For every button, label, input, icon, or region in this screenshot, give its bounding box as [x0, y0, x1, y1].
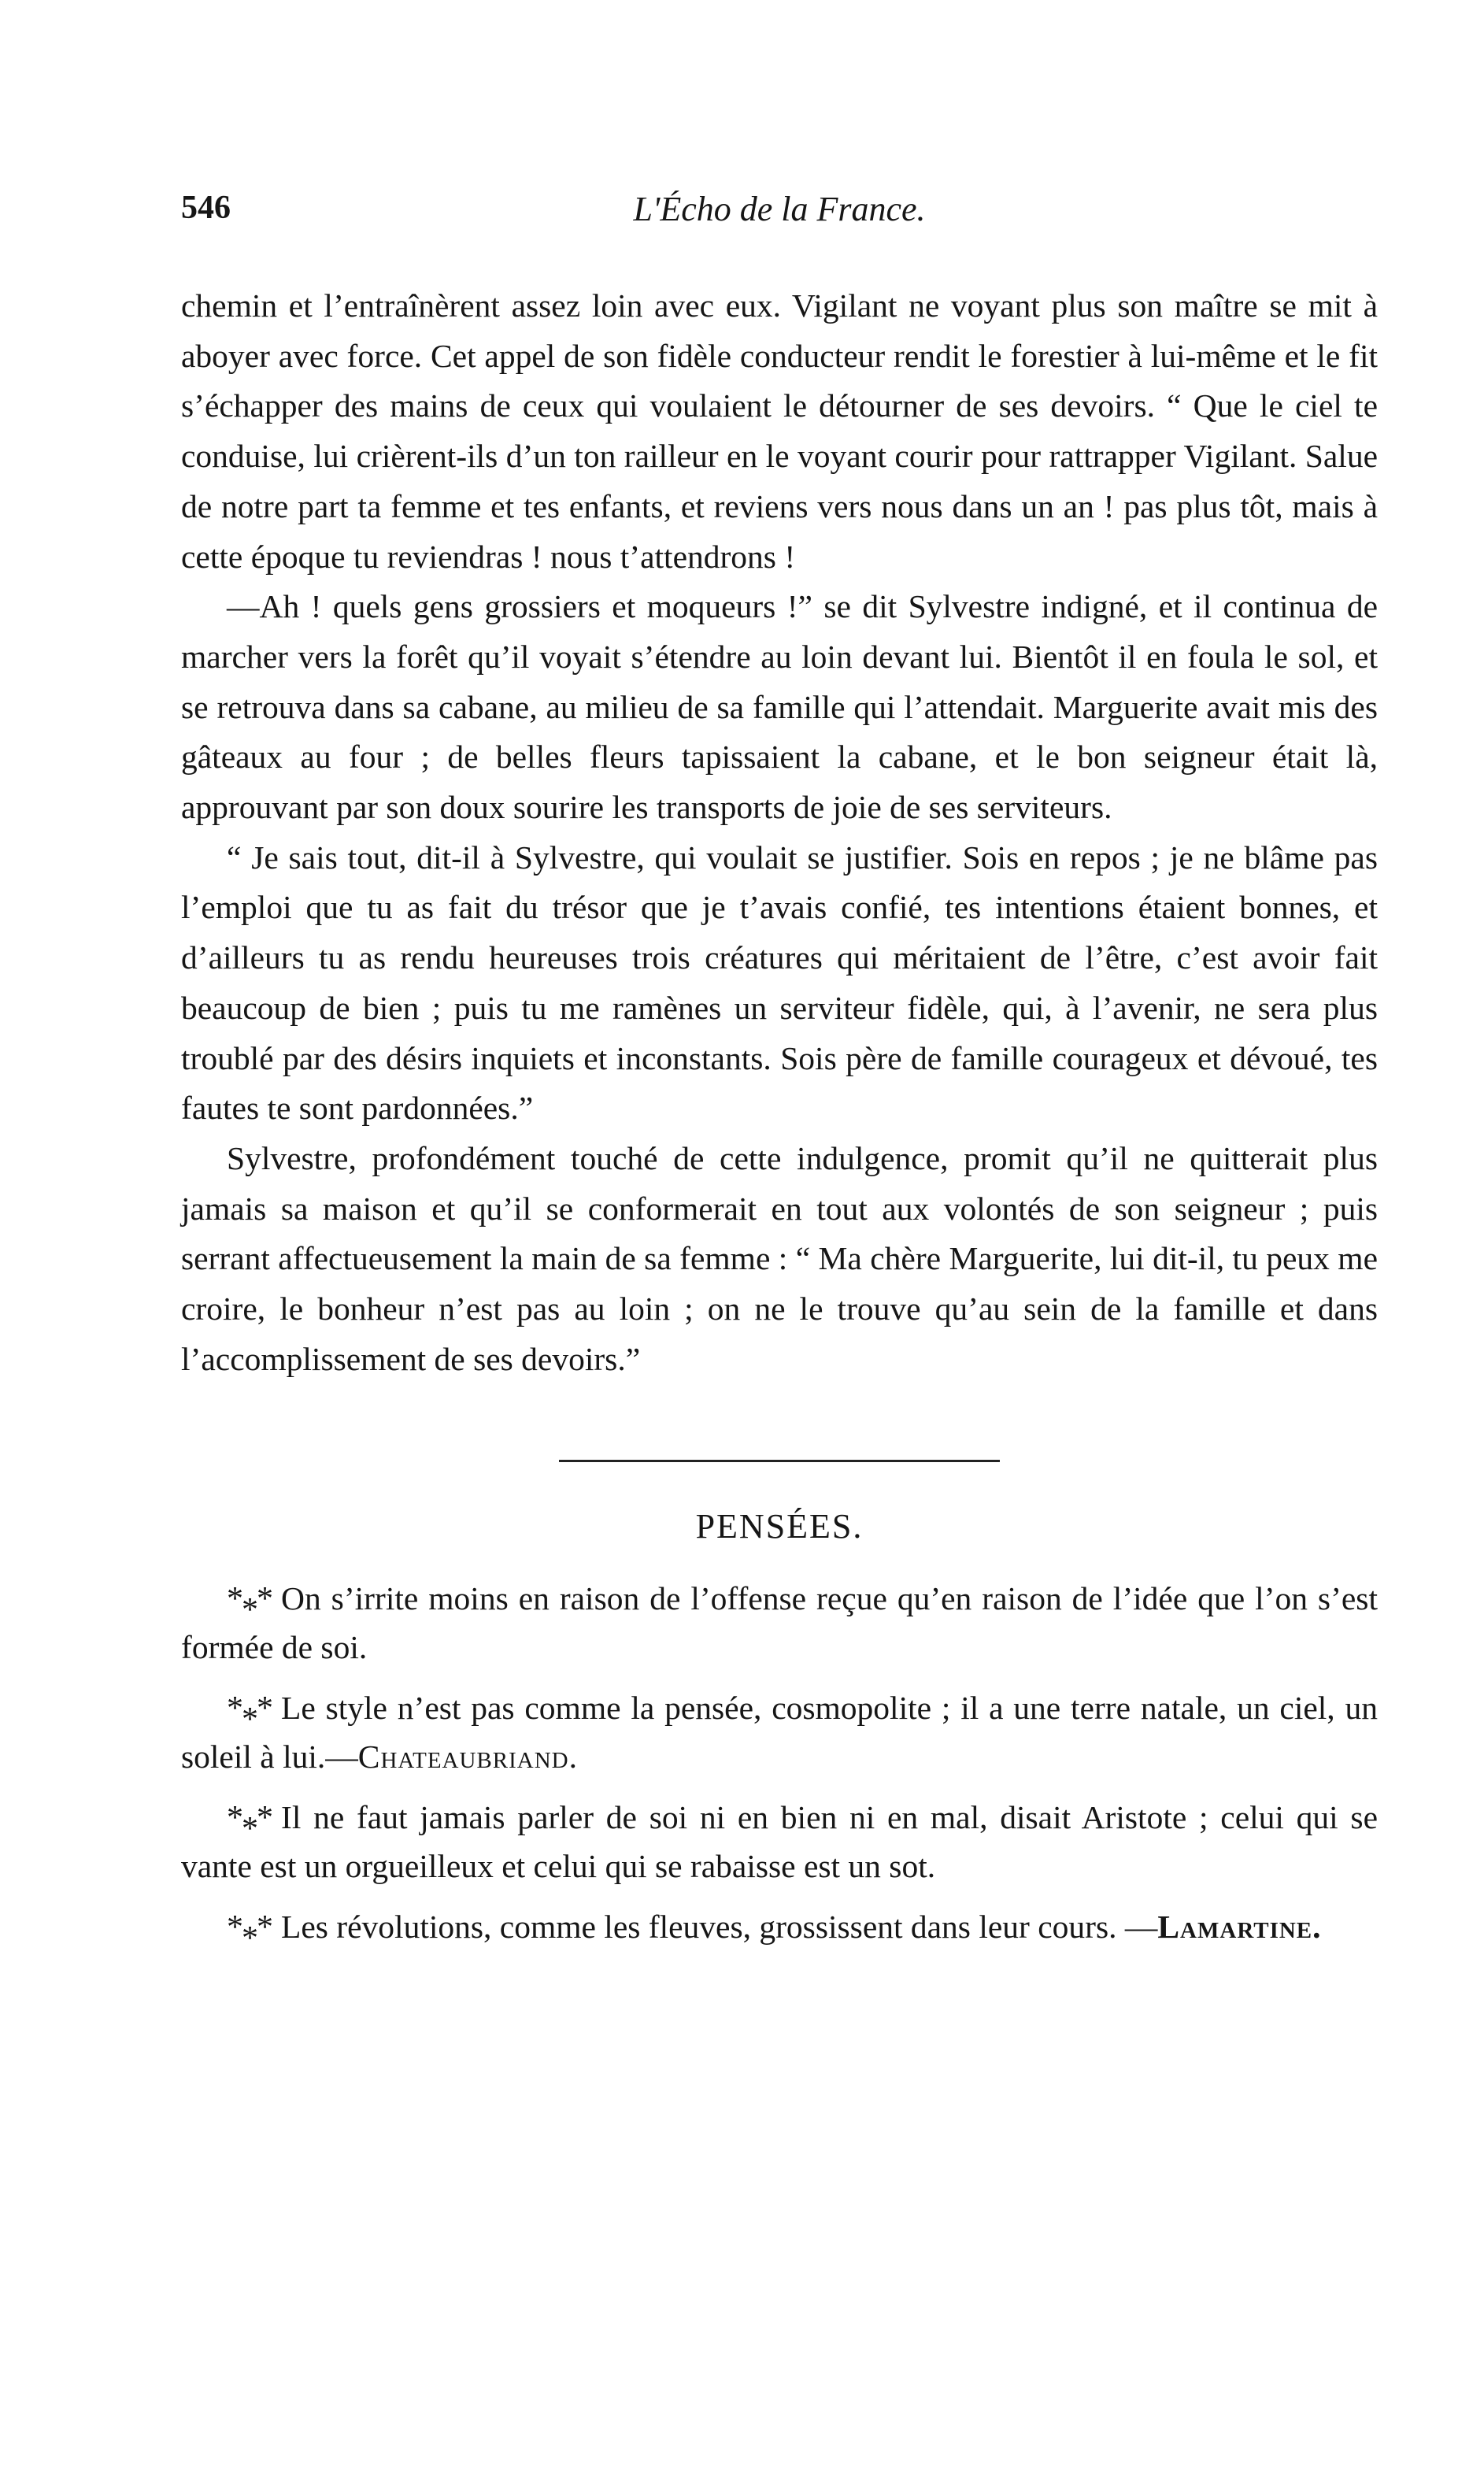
pensees-list: [181, 1575, 1378, 1957]
pensee-item-4: [181, 1903, 1378, 1957]
page: [181, 177, 1378, 1964]
pensee-text: Le style n’est pas comme la pensée, cosmopolite ; il a une terre natale, un ciel, un soleil à lui.—: [181, 1690, 1378, 1776]
asterism-icon: ***: [227, 1690, 272, 1738]
pensee-item-1: [181, 1575, 1378, 1672]
running-head: [181, 177, 1378, 240]
journal-title: L'Écho de la France.: [633, 190, 926, 228]
pensee-item-3: [181, 1794, 1378, 1890]
pensee-attribution: Lamartine.: [1157, 1909, 1322, 1946]
pensee-text: Les révolutions, comme les fleuves, grossissent dans leur cours. —: [281, 1909, 1158, 1946]
story-paragraph-2: —Ah ! quels gens grossiers et moqueurs !” se dit Sylvestre indigné, et il continua de marcher vers la forêt qu’il voyait s’étendre au loin devant lui. Bientôt il en foula le sol, et se retrouva dans sa cabane, au milieu de sa famille qui l’attendait. Marguerite avait mis des gâteaux au four ; de belles fleurs tapissaient la cabane, et le bon seigneur était là, approuvant par son doux sourire les transports de joie de ses serviteurs.: [181, 588, 1378, 826]
pensee-text: On s’irrite moins en raison de l’offense reçue qu’en raison de l’idée que l’on s’est formée de soi.: [181, 1580, 1378, 1666]
page-number: 546: [181, 190, 231, 226]
asterism-icon: ***: [227, 1909, 272, 1957]
asterism-icon: ***: [227, 1800, 272, 1848]
section-title: PENSÉES.: [695, 1507, 864, 1546]
story-paragraph-3: “ Je sais tout, dit-il à Sylvestre, qui voulait se justifier. Sois en repos ; je ne blâme pas l’emploi que tu as fait du trésor que je t’avais confié, tes intentions étaient bonnes, et d’ailleurs tu as rendu heureuses trois créatures qui méritaient de l’être, c’est avoir fait beaucoup de bien ; puis tu me ramènes un serviteur fidèle, qui, à l’avenir, ne sera plus troublé par des désirs inquiets et inconstants. Sois père de famille courageux et dévoué, tes fautes te sont pardonnées.”: [181, 839, 1378, 1127]
section-divider: [559, 1460, 1000, 1462]
story-text: [181, 281, 1378, 1384]
story-paragraph-4: Sylvestre, profondément touché de cette indulgence, promit qu’il ne quitterait plus jamais sa maison et qu’il se conformerait en tout aux volontés de son seigneur ; puis serrant affectueusement la main de sa femme : “ Ma chère Marguerite, lui dit-il, tu peux me croire, le bonheur n’est pas au loin ; on ne le trouve qu’au sein de la famille et dans l’accomplissement de ses devoirs.”: [181, 1139, 1378, 1377]
pensee-item-2: [181, 1684, 1378, 1781]
asterism-icon: ***: [227, 1581, 272, 1629]
pensee-attribution: Chateaubriand.: [357, 1738, 578, 1776]
pensee-text: Il ne faut jamais parler de soi ni en bien ni en mal, disait Aristote ; celui qui se vante est un orgueilleux et celui qui se rabaisse est un sot.: [181, 1799, 1378, 1885]
story-paragraph-1: chemin et l’entraînèrent assez loin avec eux. Vigilant ne voyant plus son maître se mit à aboyer avec force. Cet appel de son fidèle conducteur rendit le forestier à lui-même et le fit s’échapper des mains de ceux qui voulaient le détourner de ses devoirs. “ Que le ciel te conduise, lui crièrent-ils d’un ton railleur en le voyant courir pour rattrapper Vigilant. Salue de notre part ta femme et tes enfants, et reviens vers nous dans un an ! pas plus tôt, mais à cette époque tu reviendras ! nous t’attendrons !: [181, 287, 1378, 575]
